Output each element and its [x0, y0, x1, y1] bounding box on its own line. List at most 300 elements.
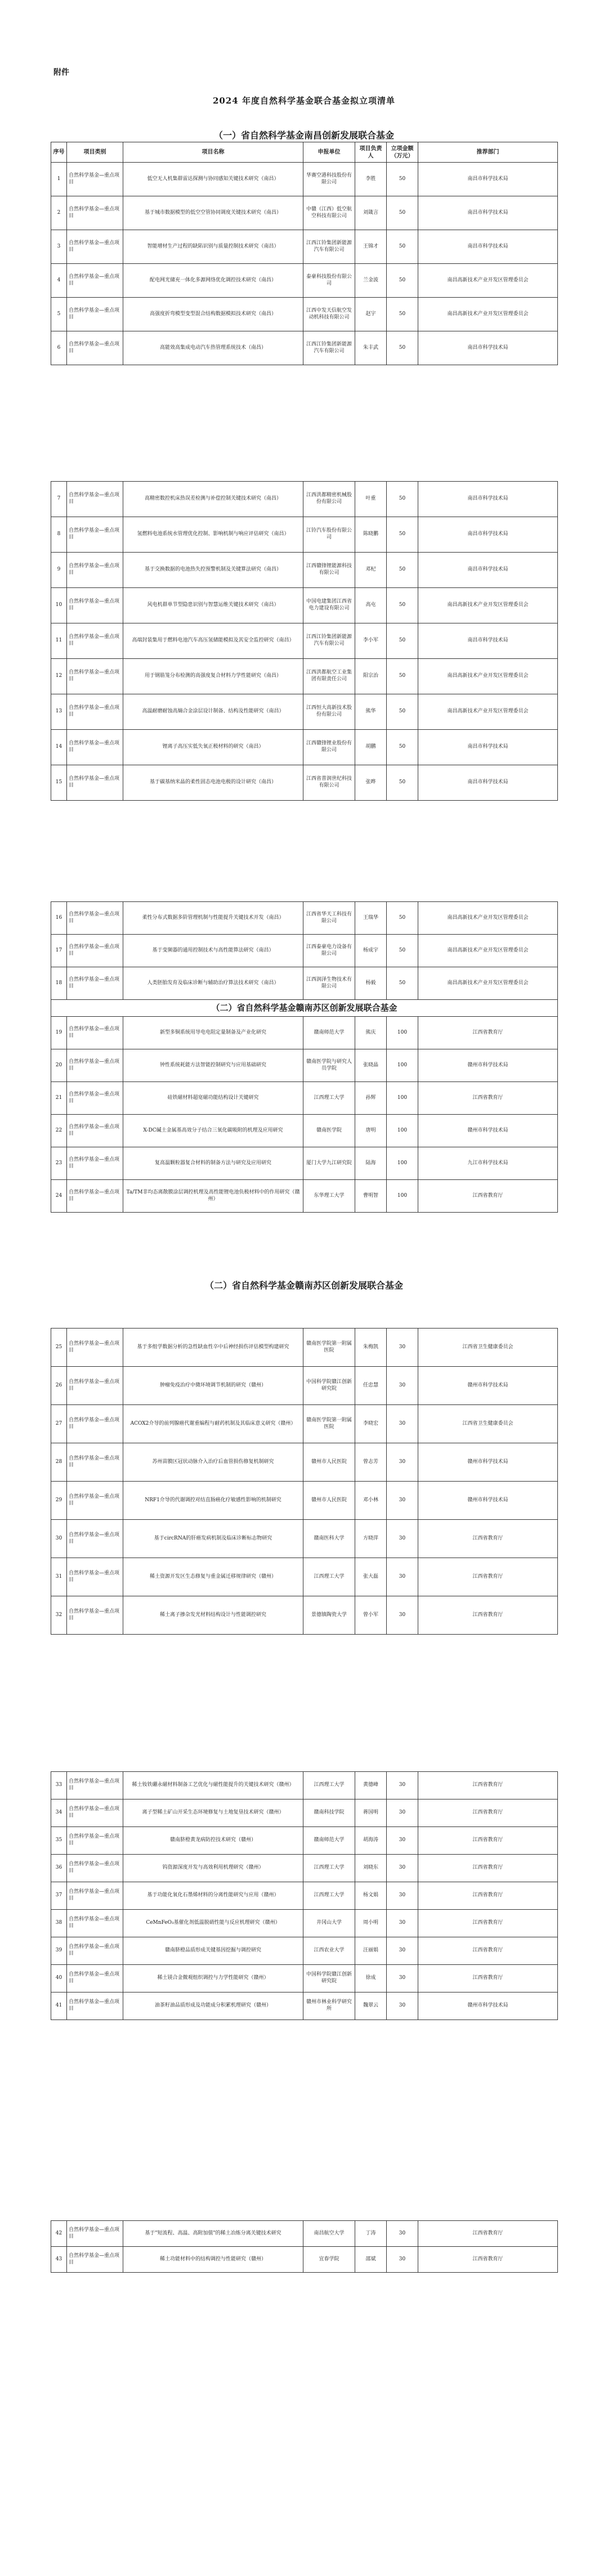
- project-table-4: [51, 1328, 558, 1635]
- cell-funding-amount: 30: [387, 1329, 418, 1367]
- cell-category: 自然科学基金—重点项目: [67, 331, 123, 365]
- cell-applicant-unit: 宜春学院: [303, 2247, 355, 2273]
- cell-number: 24: [51, 1180, 67, 1213]
- table-row: [51, 517, 558, 553]
- cell-recommending-department: 赣州市科学技术局: [418, 1049, 558, 1082]
- cell-number: 29: [51, 1482, 67, 1520]
- cell-project-title: 油茶籽油品质形成及功能成分积累机理研究（赣州）: [123, 1992, 303, 2020]
- cell-project-leader: 王瑞华: [355, 902, 387, 935]
- cell-project-title: 高端封装集用于燃料电池汽车高压氢储能模拟及其安全监控研究（南昌）: [123, 623, 303, 659]
- table-row: [51, 2221, 558, 2247]
- cell-funding-amount: 50: [387, 196, 418, 230]
- cell-applicant-unit: 江西洪都航空工业集团有限责任公司: [303, 659, 355, 694]
- cell-funding-amount: 100: [387, 1147, 418, 1180]
- cell-number: 19: [51, 1017, 67, 1049]
- cell-category: 自然科学基金—重点项目: [67, 1443, 123, 1482]
- cell-project-title: 稀土功能材料中的结构调控与性能研究（赣州）: [123, 2247, 303, 2273]
- cell-project-title: 稀土离子掺杂发光材料结构设计与性能调控研究: [123, 1596, 303, 1635]
- table-row: [51, 163, 558, 196]
- cell-funding-amount: 30: [387, 1772, 418, 1799]
- cell-recommending-department: 南昌市科学技术局: [418, 230, 558, 264]
- cell-category: 自然科学基金—重点项目: [67, 264, 123, 298]
- cell-funding-amount: 30: [387, 1482, 418, 1520]
- cell-funding-amount: 30: [387, 1443, 418, 1482]
- cell-funding-amount: 50: [387, 935, 418, 967]
- cell-applicant-unit: 江西理工大学: [303, 1882, 355, 1910]
- cell-project-title: 基于碳基纳米晶的柔性固态电池电极的设计研究（南昌）: [123, 765, 303, 801]
- cell-funding-amount: 30: [387, 1405, 418, 1443]
- cell-recommending-department: 江西省卫生健康委员会: [418, 1329, 558, 1367]
- cell-project-title: 离子型稀土矿山开采生态环境修复与土地复垦技术研究（赣州）: [123, 1799, 303, 1827]
- cell-recommending-department: 南昌市科学技术局: [418, 517, 558, 553]
- cell-applicant-unit: 赣南医学院: [303, 1115, 355, 1147]
- cell-project-leader: 李胜: [355, 163, 387, 196]
- cell-applicant-unit: 赣州市林业科学研究所: [303, 1992, 355, 2020]
- cell-project-title: 基于多组学数据分析的急性缺血性卒中后神经损伤评估模型构建研究: [123, 1329, 303, 1367]
- cell-number: 37: [51, 1882, 67, 1910]
- cell-applicant-unit: 江西恒大高新技术股份有限公司: [303, 694, 355, 730]
- cell-project-leader: 兰金波: [355, 264, 387, 298]
- cell-category: 自然科学基金—重点项目: [67, 730, 123, 765]
- cell-category: 自然科学基金—重点项目: [67, 196, 123, 230]
- table-row: [51, 1482, 558, 1520]
- cell-number: 5: [51, 298, 67, 331]
- table-row: [51, 2247, 558, 2273]
- cell-project-leader: 邓小林: [355, 1482, 387, 1520]
- cell-recommending-department: 南昌市科学技术局: [418, 765, 558, 801]
- cell-funding-amount: 50: [387, 298, 418, 331]
- cell-funding-amount: 100: [387, 1017, 418, 1049]
- cell-applicant-unit: 江西江铃集团新能源汽车有限公司: [303, 331, 355, 365]
- cell-category: 自然科学基金—重点项目: [67, 902, 123, 935]
- cell-funding-amount: 50: [387, 331, 418, 365]
- cell-project-leader: 周小明: [355, 1910, 387, 1937]
- header-lead: 项目负责人: [355, 142, 387, 163]
- cell-applicant-unit: 江西理工大学: [303, 1772, 355, 1799]
- cell-recommending-department: 南昌市科学技术局: [418, 730, 558, 765]
- cell-category: 自然科学基金—重点项目: [67, 1520, 123, 1558]
- cell-number: 40: [51, 1965, 67, 1992]
- cell-number: 8: [51, 517, 67, 553]
- table-row: [51, 331, 558, 365]
- cell-recommending-department: 江西省教育厅: [418, 2247, 558, 2273]
- cell-applicant-unit: 赣南医学院第一附属医院: [303, 1329, 355, 1367]
- cell-funding-amount: 50: [387, 659, 418, 694]
- cell-project-leader: 曾志芳: [355, 1443, 387, 1482]
- table-row: [51, 659, 558, 694]
- cell-project-title: 氢燃料电池系统水管理优化控制、影响机制与响应评估研究（南昌）: [123, 517, 303, 553]
- cell-recommending-department: 江西省教育厅: [418, 1799, 558, 1827]
- cell-category: 自然科学基金—重点项目: [67, 1180, 123, 1213]
- cell-applicant-unit: 江西赣锋锂业股份有限公司: [303, 730, 355, 765]
- cell-recommending-department: 赣州市科学技术局: [418, 1443, 558, 1482]
- header-category: 项目类别: [67, 142, 123, 163]
- cell-number: 41: [51, 1992, 67, 2020]
- cell-number: 21: [51, 1082, 67, 1115]
- cell-funding-amount: 30: [387, 1855, 418, 1882]
- project-table-2: [51, 481, 558, 801]
- cell-recommending-department: 江西省教育厅: [418, 1965, 558, 1992]
- cell-category: 自然科学基金—重点项目: [67, 1147, 123, 1180]
- table-row: [51, 1017, 558, 1049]
- cell-category: 自然科学基金—重点项目: [67, 1855, 123, 1882]
- cell-project-leader: 朱梅凯: [355, 1329, 387, 1367]
- cell-applicant-unit: 江西洪都精密机械股份有限公司: [303, 482, 355, 517]
- cell-category: 自然科学基金—重点项目: [67, 694, 123, 730]
- table-row: [51, 902, 558, 935]
- cell-project-title: 高温耐磨耐蚀高熵合金涂层设计制备、结构及性能研究（南昌）: [123, 694, 303, 730]
- cell-project-leader: 徐成: [355, 1965, 387, 1992]
- cell-category: 自然科学基金—重点项目: [67, 2221, 123, 2247]
- cell-number: 34: [51, 1799, 67, 1827]
- cell-recommending-department: 南昌高新技术产业开发区管理委员会: [418, 298, 558, 331]
- cell-number: 26: [51, 1367, 67, 1405]
- cell-funding-amount: 30: [387, 1558, 418, 1596]
- cell-number: 33: [51, 1772, 67, 1799]
- cell-category: 自然科学基金—重点项目: [67, 2247, 123, 2273]
- table-row: [51, 1082, 558, 1115]
- cell-funding-amount: 50: [387, 517, 418, 553]
- cell-project-title: 基于功能化氧化石墨烯材料的分离性能研究与应用（赣州）: [123, 1882, 303, 1910]
- table-header-row: [51, 142, 558, 163]
- project-table-6: [51, 2220, 558, 2273]
- cell-number: 38: [51, 1910, 67, 1937]
- cell-project-leader: 唐明: [355, 1115, 387, 1147]
- cell-number: 12: [51, 659, 67, 694]
- cell-recommending-department: 江西省教育厅: [418, 1596, 558, 1635]
- table-row: [51, 1910, 558, 1937]
- cell-funding-amount: 100: [387, 1115, 418, 1147]
- cell-category: 自然科学基金—重点项目: [67, 1049, 123, 1082]
- cell-project-title: NRF1介导的代谢调控对结直肠癌化疗敏感性影响的机制研究: [123, 1482, 303, 1520]
- cell-recommending-department: 南昌高新技术产业开发区管理委员会: [418, 967, 558, 1000]
- table-row: [51, 1180, 558, 1213]
- cell-project-leader: 李小军: [355, 623, 387, 659]
- cell-funding-amount: 100: [387, 1049, 418, 1082]
- cell-applicant-unit: 赣南医学院与研究人员学院: [303, 1049, 355, 1082]
- cell-project-leader: 朱丰武: [355, 331, 387, 365]
- cell-project-title: 基于变频器的通用控制技术与高性能算法研究（南昌）: [123, 935, 303, 967]
- document-title: 2024 年度自然科学基金联合基金拟立项清单: [213, 96, 395, 106]
- table-row: [51, 1596, 558, 1635]
- cell-number: 20: [51, 1049, 67, 1082]
- project-table-3: [51, 901, 558, 1213]
- cell-funding-amount: 50: [387, 694, 418, 730]
- cell-applicant-unit: 华赛空港科技股份有限公司: [303, 163, 355, 196]
- cell-applicant-unit: 景德镇陶瓷大学: [303, 1596, 355, 1635]
- cell-applicant-unit: 南昌航空大学: [303, 2221, 355, 2247]
- table-row: [51, 553, 558, 588]
- cell-recommending-department: 赣州市科学技术局: [418, 1367, 558, 1405]
- cell-applicant-unit: 赣南师范大学: [303, 1827, 355, 1855]
- table-row: [51, 1772, 558, 1799]
- cell-category: 自然科学基金—重点项目: [67, 623, 123, 659]
- cell-recommending-department: 南昌市科学技术局: [418, 623, 558, 659]
- cell-recommending-department: 江西省教育厅: [418, 1827, 558, 1855]
- cell-number: 30: [51, 1520, 67, 1558]
- table-row: [51, 1405, 558, 1443]
- cell-category: 自然科学基金—重点项目: [67, 230, 123, 264]
- table-row: [51, 1965, 558, 1992]
- header-unit: 申报单位: [303, 142, 355, 163]
- cell-number: 31: [51, 1558, 67, 1596]
- cell-number: 7: [51, 482, 67, 517]
- cell-funding-amount: 30: [387, 1827, 418, 1855]
- cell-applicant-unit: 江西润泽生物技术有限公司: [303, 967, 355, 1000]
- cell-number: 36: [51, 1855, 67, 1882]
- cell-category: 自然科学基金—重点项目: [67, 1115, 123, 1147]
- cell-recommending-department: 南昌市科学技术局: [418, 196, 558, 230]
- cell-project-title: 钨资源深度开发与高效利用机理研究（赣州）: [123, 1855, 303, 1882]
- cell-category: 自然科学基金—重点项目: [67, 1937, 123, 1965]
- table-row: [51, 1799, 558, 1827]
- cell-project-title: 柔性分布式数据多阶管理机制与性能提升关键技术开发（南昌）: [123, 902, 303, 935]
- cell-applicant-unit: 江西理工大学: [303, 1558, 355, 1596]
- cell-project-leader: 李晓宏: [355, 1405, 387, 1443]
- cell-project-title: 稀土钕铁硼永磁材料制备工艺优化与磁性能提升的关键技术研究（赣州）: [123, 1772, 303, 1799]
- table-row: [51, 1367, 558, 1405]
- cell-project-leader: 魏翠云: [355, 1992, 387, 2020]
- cell-recommending-department: 江西省教育厅: [418, 1520, 558, 1558]
- cell-project-leader: 陈晓鹏: [355, 517, 387, 553]
- cell-recommending-department: 南昌高新技术产业开发区管理委员会: [418, 935, 558, 967]
- cell-project-title: 用于钢筋笼分布检测的高强度复合材料力学性能研究（南昌）: [123, 659, 303, 694]
- cell-project-leader: 任忠慧: [355, 1367, 387, 1405]
- cell-recommending-department: 江西省教育厅: [418, 2221, 558, 2247]
- cell-category: 自然科学基金—重点项目: [67, 659, 123, 694]
- header-dept: 推荐部门: [418, 142, 558, 163]
- cell-recommending-department: 江西省教育厅: [418, 1855, 558, 1882]
- cell-funding-amount: 30: [387, 2221, 418, 2247]
- cell-recommending-department: 江西省教育厅: [418, 1937, 558, 1965]
- cell-project-leader: 杨毅: [355, 967, 387, 1000]
- cell-recommending-department: 赣州市科学技术局: [418, 1992, 558, 2020]
- cell-funding-amount: 30: [387, 1937, 418, 1965]
- cell-category: 自然科学基金—重点项目: [67, 1082, 123, 1115]
- cell-applicant-unit: 东华理工大学: [303, 1180, 355, 1213]
- cell-project-leader: 杨文娟: [355, 1882, 387, 1910]
- table-row: [51, 1855, 558, 1882]
- cell-number: 15: [51, 765, 67, 801]
- table-row: [51, 765, 558, 801]
- cell-applicant-unit: 赣南科技学院: [303, 1799, 355, 1827]
- cell-project-leader: 杨成宇: [355, 935, 387, 967]
- cell-project-title: 钟性系统耗能方法智能控制研究与应用基础研究: [123, 1049, 303, 1082]
- header-title: 项目名称: [123, 142, 303, 163]
- cell-applicant-unit: 江西省华天工科技有限公司: [303, 902, 355, 935]
- cell-funding-amount: 30: [387, 1882, 418, 1910]
- cell-project-title: 高能效高集成电动汽车热管理系统技术（南昌）: [123, 331, 303, 365]
- cell-number: 22: [51, 1115, 67, 1147]
- cell-category: 自然科学基金—重点项目: [67, 517, 123, 553]
- cell-number: 35: [51, 1827, 67, 1855]
- table-row: [51, 1992, 558, 2020]
- cell-project-title: 低空无人机集群雷达探测与协同感知关键技术研究（南昌）: [123, 163, 303, 196]
- cell-category: 自然科学基金—重点项目: [67, 1596, 123, 1635]
- table-row: [51, 482, 558, 517]
- table-row: [51, 196, 558, 230]
- cell-category: 自然科学基金—重点项目: [67, 1558, 123, 1596]
- cell-category: 自然科学基金—重点项目: [67, 1772, 123, 1799]
- cell-applicant-unit: 江西省普润世纪科技有限公司: [303, 765, 355, 801]
- cell-number: 2: [51, 196, 67, 230]
- cell-applicant-unit: 江西江铃集团新能源汽车有限公司: [303, 230, 355, 264]
- cell-recommending-department: 南昌高新技术产业开发区管理委员会: [418, 588, 558, 623]
- table-row: [51, 694, 558, 730]
- table-row: [51, 1147, 558, 1180]
- cell-number: 3: [51, 230, 67, 264]
- cell-project-leader: 蒋国明: [355, 1799, 387, 1827]
- section-heading-3: （二）省自然科学基金赣南苏区创新发展联合基金: [204, 1280, 403, 1291]
- cell-project-title: ACOX2介导的前列腺癌代谢重编程与耐药机制及其临床意义研究（赣州）: [123, 1405, 303, 1443]
- cell-project-title: 高强度折弯模型变型混合结构数据模拟技术研究（南昌）: [123, 298, 303, 331]
- cell-recommending-department: 江西省教育厅: [418, 1882, 558, 1910]
- cell-project-leader: 张晔: [355, 765, 387, 801]
- cell-number: 4: [51, 264, 67, 298]
- cell-recommending-department: 南昌市科学技术局: [418, 553, 558, 588]
- table-row: [51, 1827, 558, 1855]
- cell-category: 自然科学基金—重点项目: [67, 553, 123, 588]
- cell-funding-amount: 50: [387, 902, 418, 935]
- cell-funding-amount: 50: [387, 482, 418, 517]
- cell-number: 1: [51, 163, 67, 196]
- cell-project-title: 风电机群单节型隐患识别与智慧运维关键技术研究（南昌）: [123, 588, 303, 623]
- cell-project-leader: 邵斌: [355, 2247, 387, 2273]
- cell-project-leader: 刘箴言: [355, 196, 387, 230]
- cell-number: 28: [51, 1443, 67, 1482]
- cell-recommending-department: 南昌高新技术产业开发区管理委员会: [418, 264, 558, 298]
- cell-recommending-department: 南昌市科学技术局: [418, 331, 558, 365]
- page-label: 附件: [53, 68, 69, 77]
- cell-category: 自然科学基金—重点项目: [67, 1017, 123, 1049]
- table-row: [51, 1329, 558, 1367]
- cell-project-title: CeMnFeO₃基催化剂低温脱硝性能与反应机理研究（赣州）: [123, 1910, 303, 1937]
- cell-category: 自然科学基金—重点项目: [67, 1405, 123, 1443]
- cell-recommending-department: 江西省卫生健康委员会: [418, 1405, 558, 1443]
- cell-number: 11: [51, 623, 67, 659]
- cell-number: 10: [51, 588, 67, 623]
- cell-project-title: 智能增材生产过程的缺陷识别与质量控制技术研究（南昌）: [123, 230, 303, 264]
- cell-project-title: 锂离子高压实低失氧正极材料的研究（南昌）: [123, 730, 303, 765]
- cell-category: 自然科学基金—重点项目: [67, 1367, 123, 1405]
- cell-applicant-unit: 江西泰豪电力设备有限公司: [303, 935, 355, 967]
- cell-category: 自然科学基金—重点项目: [67, 298, 123, 331]
- cell-project-title: 人类胚胎发育及临床诊断与辅助治疗算法技术研究（南昌）: [123, 967, 303, 1000]
- cell-applicant-unit: 江西中发天信航空发动机科技有限公司: [303, 298, 355, 331]
- header-no: 序号: [51, 142, 67, 163]
- table-row: [51, 623, 558, 659]
- cell-project-leader: 汪丽娟: [355, 1937, 387, 1965]
- cell-recommending-department: 江西省教育厅: [418, 1558, 558, 1596]
- cell-category: 自然科学基金—重点项目: [67, 1482, 123, 1520]
- cell-funding-amount: 30: [387, 1965, 418, 1992]
- cell-project-leader: 张大磊: [355, 1558, 387, 1596]
- cell-project-title: 基于"短流程、高温、高附加值"的稀土冶炼分离关键技术研究: [123, 2221, 303, 2247]
- cell-project-title: 赣南脐橙品质形成关键基因挖掘与调控研究: [123, 1937, 303, 1965]
- cell-project-leader: 孙辉: [355, 1082, 387, 1115]
- cell-funding-amount: 50: [387, 553, 418, 588]
- cell-project-leader: 胡海涛: [355, 1827, 387, 1855]
- cell-number: 43: [51, 2247, 67, 2273]
- cell-category: 自然科学基金—重点项目: [67, 935, 123, 967]
- cell-applicant-unit: 厦门大学九江研究院: [303, 1147, 355, 1180]
- cell-project-leader: 方晓萍: [355, 1520, 387, 1558]
- cell-project-leader: 胡鹏: [355, 730, 387, 765]
- cell-recommending-department: 南昌高新技术产业开发区管理委员会: [418, 902, 558, 935]
- table-row: [51, 588, 558, 623]
- cell-recommending-department: 江西省教育厅: [418, 1180, 558, 1213]
- cell-project-title: Ta/TM非均态离散膜涂层调控机理及高性能锂电池负极材料中的作用研究（赣州）: [123, 1180, 303, 1213]
- cell-project-leader: 叶重: [355, 482, 387, 517]
- cell-category: 自然科学基金—重点项目: [67, 1910, 123, 1937]
- cell-applicant-unit: 江西农业大学: [303, 1937, 355, 1965]
- cell-number: 32: [51, 1596, 67, 1635]
- cell-funding-amount: 50: [387, 163, 418, 196]
- cell-project-title: 稀土资源开发区生态修复与重金属迁移规律研究（赣州）: [123, 1558, 303, 1596]
- cell-category: 自然科学基金—重点项目: [67, 1329, 123, 1367]
- cell-funding-amount: 30: [387, 1799, 418, 1827]
- cell-project-title: 硅铁磁材料超宽磁功能结构设计关键研究: [123, 1082, 303, 1115]
- cell-applicant-unit: 井冈山大学: [303, 1910, 355, 1937]
- cell-applicant-unit: 赣南师范大学: [303, 1017, 355, 1049]
- cell-project-title: 苏州苗膜区冠状动脉介入治疗后血管损伤修复机制研究: [123, 1443, 303, 1482]
- cell-recommending-department: 江西省教育厅: [418, 1017, 558, 1049]
- cell-funding-amount: 50: [387, 765, 418, 801]
- table-row: [51, 230, 558, 264]
- cell-recommending-department: 赣州市科学技术局: [418, 1482, 558, 1520]
- cell-recommending-department: 南昌市科学技术局: [418, 163, 558, 196]
- cell-recommending-department: 江西省教育厅: [418, 1772, 558, 1799]
- cell-project-title: 基于circRNA的肝癌发病机制及临床诊断标志物研究: [123, 1520, 303, 1558]
- cell-applicant-unit: 赣南医学院第一附属医院: [303, 1405, 355, 1443]
- cell-applicant-unit: 江西江铃集团新能源汽车有限公司: [303, 623, 355, 659]
- cell-applicant-unit: 中国科学院赣江创新研究院: [303, 1965, 355, 1992]
- cell-project-leader: 丁涛: [355, 2221, 387, 2247]
- table-row: [51, 1115, 558, 1147]
- cell-project-title: X-DC碱土金属基高效分子结合三氧化碳吸附的机理及应用研究: [123, 1115, 303, 1147]
- cell-number: 18: [51, 967, 67, 1000]
- cell-number: 6: [51, 331, 67, 365]
- cell-project-title: 赣南脐橙黄龙病防控技术研究（赣州）: [123, 1827, 303, 1855]
- table-row: [51, 1558, 558, 1596]
- cell-number: 25: [51, 1329, 67, 1367]
- cell-funding-amount: 50: [387, 588, 418, 623]
- cell-recommending-department: 江西省教育厅: [418, 1910, 558, 1937]
- cell-project-leader: 刘晓东: [355, 1855, 387, 1882]
- table-row: [51, 935, 558, 967]
- cell-project-leader: 曹明智: [355, 1180, 387, 1213]
- cell-project-leader: 曾小军: [355, 1596, 387, 1635]
- cell-project-leader: 邓杞: [355, 553, 387, 588]
- cell-project-leader: 熊华: [355, 694, 387, 730]
- cell-funding-amount: 30: [387, 1520, 418, 1558]
- cell-number: 42: [51, 2221, 67, 2247]
- table-row: [51, 264, 558, 298]
- cell-number: 17: [51, 935, 67, 967]
- cell-applicant-unit: 赣州市人民医院: [303, 1482, 355, 1520]
- cell-project-title: 肿瘤免疫治疗中微环境调节机制的研究（赣州）: [123, 1367, 303, 1405]
- cell-funding-amount: 100: [387, 1082, 418, 1115]
- cell-funding-amount: 30: [387, 1992, 418, 2020]
- cell-category: 自然科学基金—重点项目: [67, 1965, 123, 1992]
- cell-funding-amount: 50: [387, 967, 418, 1000]
- project-table-5: [51, 1771, 558, 2020]
- section-heading-1: （一）省自然科学基金南昌创新发展联合基金: [213, 130, 394, 141]
- cell-category: 自然科学基金—重点项目: [67, 482, 123, 517]
- table-row: [51, 1443, 558, 1482]
- table-row: [51, 1882, 558, 1910]
- cell-funding-amount: 50: [387, 623, 418, 659]
